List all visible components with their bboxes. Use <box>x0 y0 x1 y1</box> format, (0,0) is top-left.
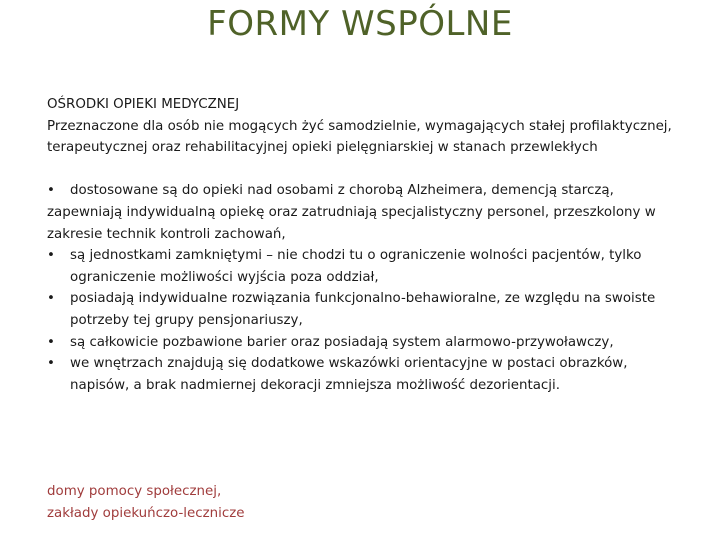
footer-links <box>47 481 245 524</box>
slide-content <box>47 94 672 396</box>
bullet-item <box>47 245 672 288</box>
bullet-icon: • <box>47 334 55 350</box>
section-heading: OŚRODKI OPIEKI MEDYCZNEJ <box>47 97 240 112</box>
bullet-item <box>47 353 672 396</box>
footer-line-dps: domy pomocy społecznej, <box>47 484 222 499</box>
bullet-item <box>47 180 672 245</box>
bullet-item <box>47 288 672 331</box>
bullet-text: są jednostkami zamkniętymi – nie chodzi tu o ograniczenie wolności pacjentów, tylko ograniczenie możliwości wyjścia poza oddział, <box>70 248 642 285</box>
bullet-text: są całkowicie pozbawione barier oraz posiadają system alarmowo-przywoławczy, <box>70 334 614 350</box>
bullet-icon: • <box>47 248 55 264</box>
bullet-list <box>47 180 672 396</box>
footer-line-zol: zakłady opiekuńczo-lecznicze <box>47 505 245 521</box>
bullet-text: posiadają indywidualne rozwiązania funkcjonalno-behawioralne, ze względu na swoiste potrzeby tej grupy pensjonariuszy, <box>70 291 656 328</box>
section-description: Przeznaczone dla osób nie mogących żyć samodzielnie, wymagających stałej profilaktycznej, terapeutycznej oraz rehabilitacyjnej opieki pielęgniarskiej w stanach przewlekłych <box>47 118 672 156</box>
slide-title: FORMY WSPÓLNE <box>207 4 513 44</box>
bullet-icon: • <box>47 183 55 199</box>
spacer <box>47 159 672 181</box>
bullet-text: we wnętrzach znajdują się dodatkowe wskazówki orientacyjne w postaci obrazków, napisów, a brak nadmiernej dekoracji zmniejsza możliwość dezorientacji. <box>70 356 628 393</box>
bullet-icon: • <box>47 291 55 307</box>
bullet-item <box>47 332 672 354</box>
bullet-icon: • <box>47 356 55 372</box>
bullet-text: dostosowane są do opieki nad osobami z chorobą Alzheimera, demencją starczą, zapewniają indywidualną opiekę oraz zatrudniają specjalistyczny personel, przeszkolony w zakresie technik kontroli zachowań, <box>47 183 656 242</box>
